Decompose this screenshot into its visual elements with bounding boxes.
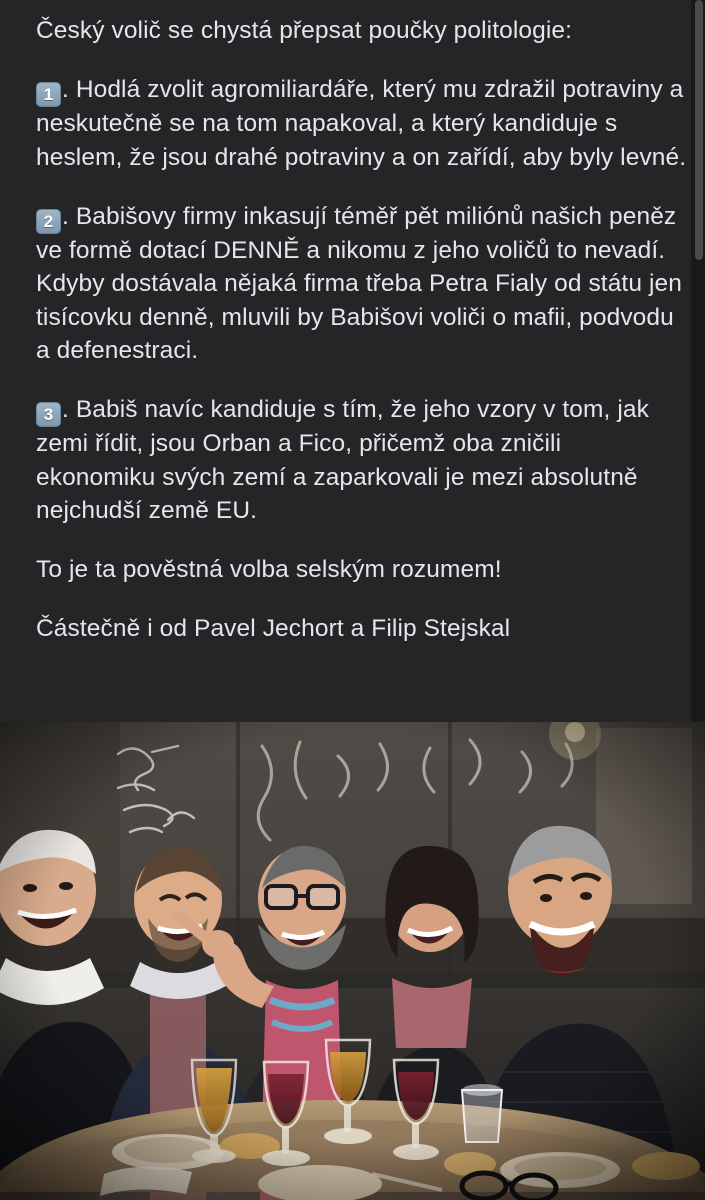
post-item-1 [36,73,687,174]
post-item-3 [36,393,687,527]
photo-illustration [0,722,705,1200]
post-item-3-text: . Babiš navíc kandiduje s tím, že jeho vzory v tom, jak zemi řídit, jsou Orban a Fico, přičemž oba zničili ekonomiku svých zemí a zaparkovali je mezi absolutně nejchudší země EU. [36,396,649,524]
post-photo[interactable] [0,722,705,1200]
post-intro: Český volič se chystá přepsat poučky politologie: [36,17,572,44]
post-item-1-text: . Hodlá zvolit agromiliardáře, který mu zdražil potraviny a neskutečně se na tom napakoval, a který kandiduje s heslem, že jsou drahé potraviny a on zařídí, aby byly levné. [36,76,687,171]
post-item-2 [36,200,687,367]
keycap-three-icon: 3 [36,402,61,427]
keycap-one-icon: 1 [36,82,61,107]
scrollbar-thumb[interactable] [695,0,703,260]
keycap-two-icon: 2 [36,209,61,234]
post-item-2-text: . Babišovy firmy inkasují téměř pět miliónů našich peněz ve formě dotací DENNĚ a nikomu z jeho voličů to nevadí. Kdyby dostávala nějaká firma třeba Petra Fialy od státu jen tisícovku denně, mluvili by Babišovi voliči o mafii, podvodu a defenestraci. [36,202,682,364]
scrollbar-track[interactable] [691,0,705,722]
post-conclusion: To je ta pověstná volba selským rozumem! [36,556,502,584]
post-credit: Částečně i od Pavel Jechort a Filip Stejskal [36,615,511,643]
